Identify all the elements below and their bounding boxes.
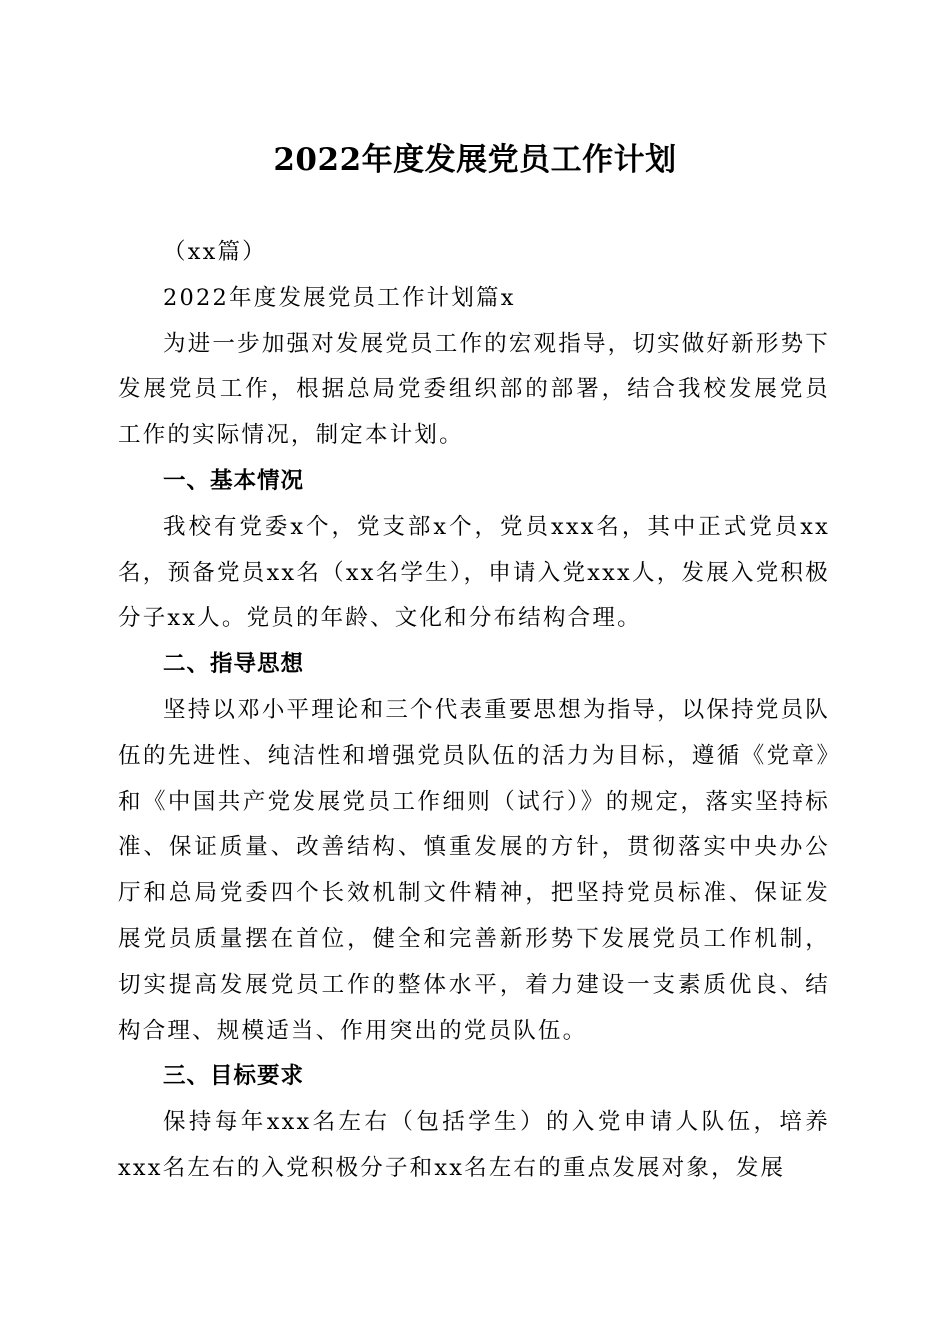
paragraph-goals: 保持每年xxx名左右（包括学生）的入党申请人队伍，培养xxx名左右的入党积极分子和xx名左右的重点发展对象，发展: [118, 1109, 830, 1181]
paragraph-doc-name: 2022年度发展党员工作计划篇x: [163, 284, 516, 311]
paragraph-subtitle: （xx篇）: [163, 239, 267, 265]
section-heading-guiding-ideology: 二、指导思想: [163, 651, 305, 678]
document-title: 2022年度发展党员工作计划: [273, 142, 677, 178]
section-heading-goals: 三、目标要求: [163, 1063, 305, 1090]
paragraph-guiding-ideology: 坚持以邓小平理论和三个代表重要思想为指导，以保持党员队伍的先进性、纯洁性和增强党员队伍的活力为目标，遵循《党章》和《中国共产党发展党员工作细则（试行）》的规定，落实坚持标准、保证质量、改善结构、慎重发展的方针，贯彻落实中央办公厅和总局党委四个长效机制文件精神，把坚持党员标准、保证发展党员质量摆在首位，健全和完善新形势下发展党员工作机制，切实提高发展党员工作的整体水平，着力建设一支素质优良、结构合理、规模适当、作用突出的党员队伍。: [118, 696, 830, 1044]
section-heading-basic-situation: 一、基本情况: [163, 467, 305, 494]
paragraph-intro: 为进一步加强对发展党员工作的宏观指导，切实做好新形势下发展党员工作，根据总局党委组织部的部署，结合我校发展党员工作的实际情况，制定本计划。: [118, 330, 830, 449]
paragraph-basic-situation: 我校有党委x个，党支部x个，党员xxx名，其中正式党员xx名，预备党员xx名（xx名学生），申请入党xxx人，发展入党积极分子xx人。党员的年龄、文化和分布结构合理。: [118, 513, 830, 632]
document-body: [118, 230, 830, 1192]
